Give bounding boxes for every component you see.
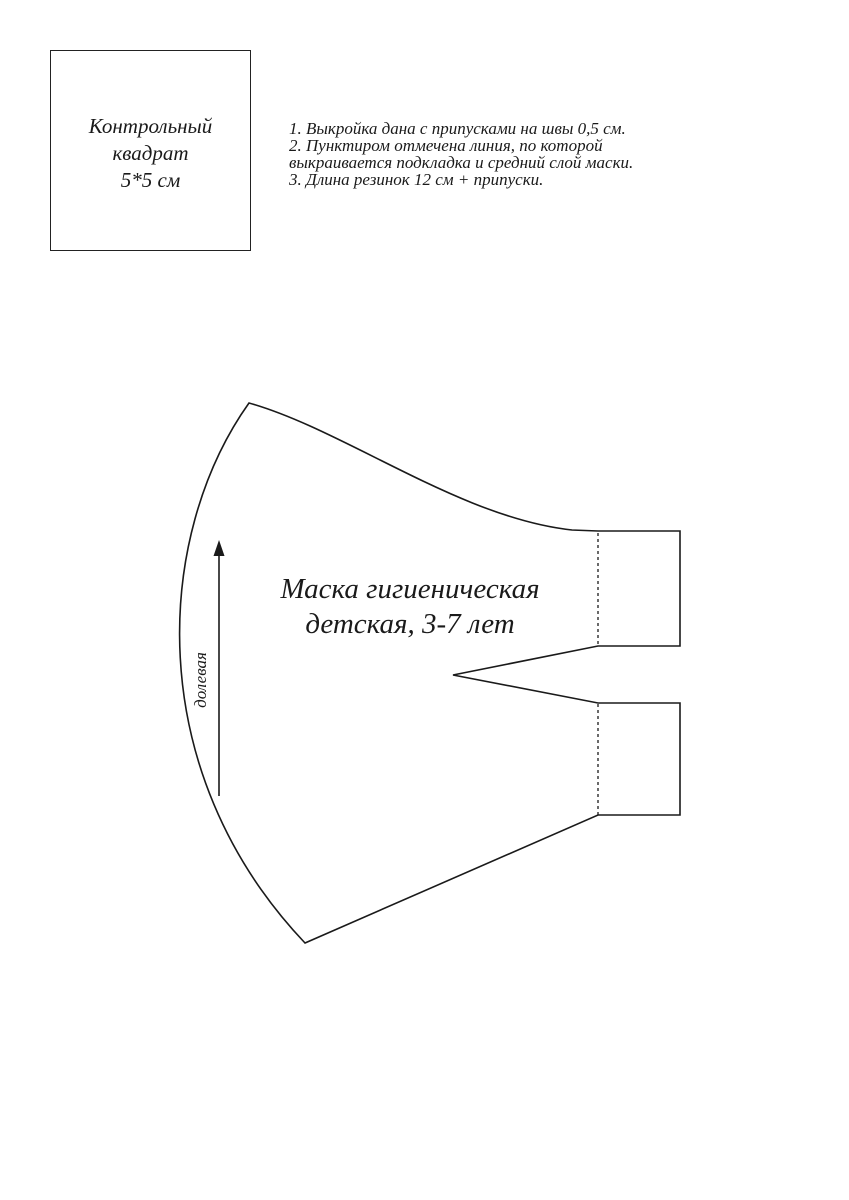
note-line-3: выкраивается подкладка и средний слой маски. (289, 153, 634, 172)
mask-title (190, 572, 630, 642)
mask-title-line-2: детская, 3-7 лет (305, 608, 515, 640)
note-line-1: 1. Выкройка дана с припусками на швы 0,5 см. (289, 119, 626, 138)
control-square-line-3: 5*5 см (120, 168, 181, 192)
note-line-4: 3. Длина резинок 12 см + припуски. (289, 170, 544, 189)
note-line-2: 2. Пунктиром отмечена линия, по которой (289, 136, 603, 155)
mask-outline (180, 403, 680, 943)
control-square-line-2: квадрат (112, 141, 189, 165)
control-square-line-1: Контрольный (88, 114, 213, 138)
grain-arrow-head (214, 540, 225, 556)
grain-label: долевая (191, 652, 210, 708)
mask-title-line-1: Маска гигиеническая (280, 573, 540, 605)
